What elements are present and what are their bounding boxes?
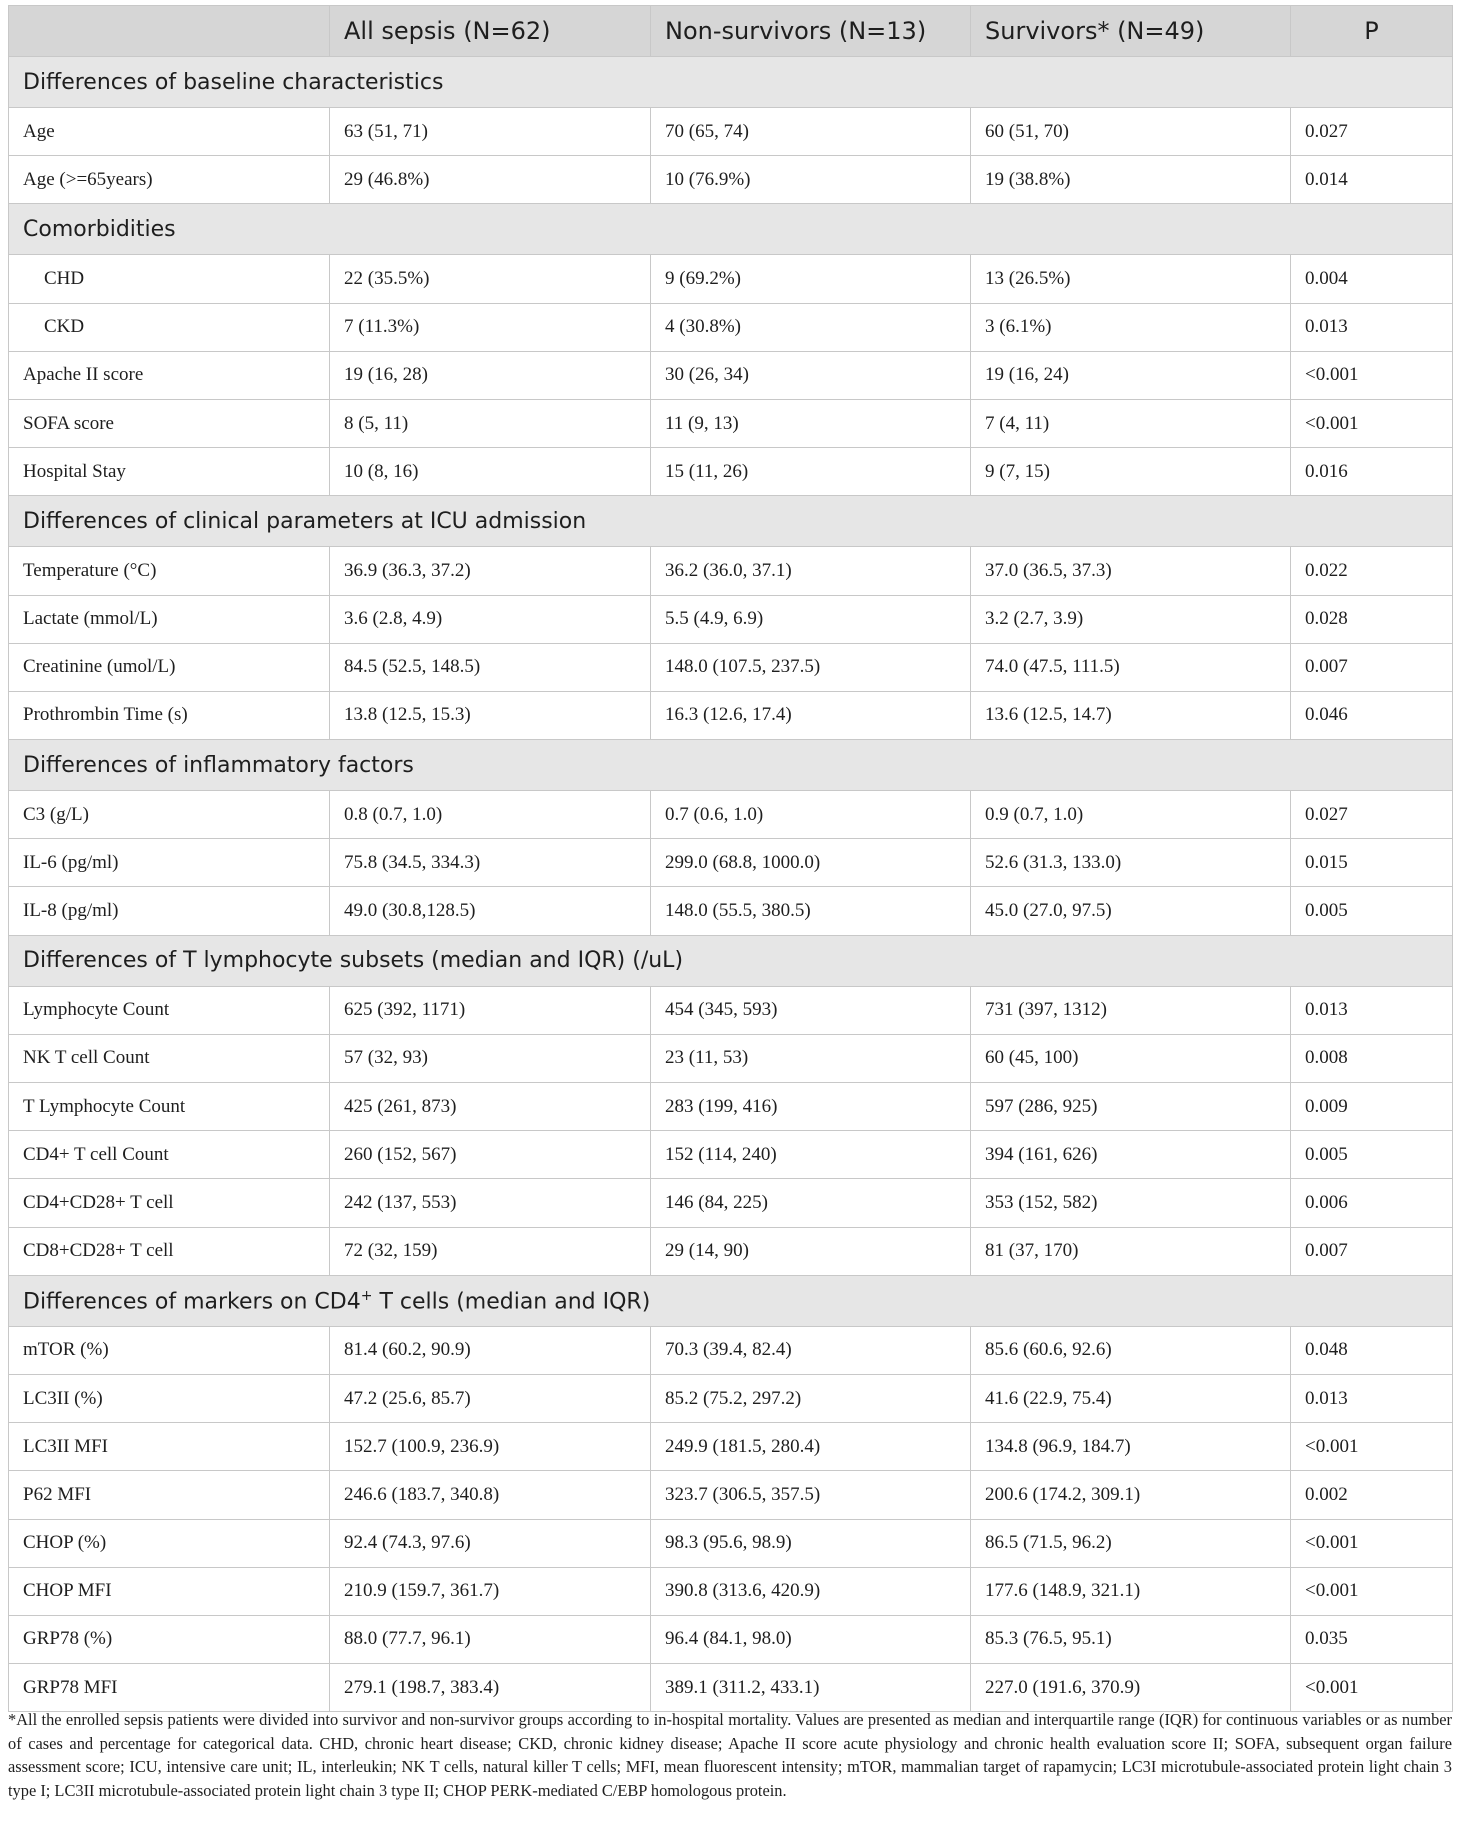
cell-all-sepsis: 81.4 (60.2, 90.9) <box>330 1326 651 1374</box>
section-title-superscript: + <box>360 1287 373 1304</box>
row-label: C3 (g/L) <box>9 791 330 839</box>
cell-non-survivors: 249.9 (181.5, 280.4) <box>651 1423 971 1471</box>
section-row <box>9 496 1453 547</box>
cell-non-survivors: 146 (84, 225) <box>651 1179 971 1227</box>
cell-all-sepsis: 22 (35.5%) <box>330 255 651 303</box>
cell-non-survivors: 148.0 (107.5, 237.5) <box>651 643 971 691</box>
table-body <box>9 57 1453 1712</box>
table-row <box>9 303 1453 351</box>
row-label: CKD <box>9 303 330 351</box>
table-row <box>9 691 1453 739</box>
cell-all-sepsis: 425 (261, 873) <box>330 1083 651 1131</box>
cell-p-value: 0.008 <box>1291 1034 1453 1082</box>
cell-all-sepsis: 279.1 (198.7, 383.4) <box>330 1664 651 1712</box>
section-title-text: Differences of clinical parameters at ICU admission <box>23 508 587 534</box>
section-title-text: Comorbidities <box>23 216 176 242</box>
table-row <box>9 839 1453 887</box>
cell-survivors: 85.3 (76.5, 95.1) <box>971 1615 1291 1663</box>
cell-all-sepsis: 10 (8, 16) <box>330 448 651 496</box>
cell-p-value: <0.001 <box>1291 351 1453 399</box>
table-row <box>9 1034 1453 1082</box>
cell-survivors: 3 (6.1%) <box>971 303 1291 351</box>
section-row <box>9 1275 1453 1326</box>
cell-p-value: 0.013 <box>1291 1374 1453 1422</box>
cell-non-survivors: 389.1 (311.2, 433.1) <box>651 1664 971 1712</box>
cell-all-sepsis: 242 (137, 553) <box>330 1179 651 1227</box>
cell-non-survivors: 5.5 (4.9, 6.9) <box>651 595 971 643</box>
cell-p-value: 0.046 <box>1291 691 1453 739</box>
cell-survivors: 45.0 (27.0, 97.5) <box>971 887 1291 935</box>
cell-p-value: 0.048 <box>1291 1326 1453 1374</box>
table-row <box>9 351 1453 399</box>
table-header <box>9 6 1453 57</box>
cell-all-sepsis: 210.9 (159.7, 361.7) <box>330 1567 651 1615</box>
row-label: LC3II MFI <box>9 1423 330 1471</box>
cell-all-sepsis: 152.7 (100.9, 236.9) <box>330 1423 651 1471</box>
row-label: Prothrombin Time (s) <box>9 691 330 739</box>
cell-all-sepsis: 92.4 (74.3, 97.6) <box>330 1519 651 1567</box>
cell-all-sepsis: 7 (11.3%) <box>330 303 651 351</box>
row-label: CD8+CD28+ T cell <box>9 1227 330 1275</box>
cell-all-sepsis: 19 (16, 28) <box>330 351 651 399</box>
table-row <box>9 1326 1453 1374</box>
table-row <box>9 1423 1453 1471</box>
cell-p-value: <0.001 <box>1291 1567 1453 1615</box>
cell-all-sepsis: 3.6 (2.8, 4.9) <box>330 595 651 643</box>
cell-p-value: 0.004 <box>1291 255 1453 303</box>
cell-p-value: 0.035 <box>1291 1615 1453 1663</box>
section-row <box>9 204 1453 255</box>
section-title <box>9 496 1453 547</box>
results-table <box>8 5 1453 1712</box>
cell-p-value: 0.013 <box>1291 303 1453 351</box>
cell-non-survivors: 283 (199, 416) <box>651 1083 971 1131</box>
row-label: Hospital Stay <box>9 448 330 496</box>
cell-all-sepsis: 8 (5, 11) <box>330 399 651 447</box>
cell-non-survivors: 0.7 (0.6, 1.0) <box>651 791 971 839</box>
cell-p-value: 0.007 <box>1291 1227 1453 1275</box>
cell-non-survivors: 23 (11, 53) <box>651 1034 971 1082</box>
cell-non-survivors: 70 (65, 74) <box>651 108 971 156</box>
cell-all-sepsis: 72 (32, 159) <box>330 1227 651 1275</box>
table-row <box>9 1519 1453 1567</box>
cell-survivors: 13.6 (12.5, 14.7) <box>971 691 1291 739</box>
section-title <box>9 204 1453 255</box>
cell-p-value: 0.014 <box>1291 156 1453 204</box>
table-row <box>9 547 1453 595</box>
cell-all-sepsis: 63 (51, 71) <box>330 108 651 156</box>
cell-survivors: 597 (286, 925) <box>971 1083 1291 1131</box>
cell-all-sepsis: 625 (392, 1171) <box>330 986 651 1034</box>
cell-survivors: 7 (4, 11) <box>971 399 1291 447</box>
row-label: IL-8 (pg/ml) <box>9 887 330 935</box>
cell-p-value: <0.001 <box>1291 1423 1453 1471</box>
cell-non-survivors: 454 (345, 593) <box>651 986 971 1034</box>
section-title-text: Differences of markers on CD4 <box>23 1288 361 1314</box>
cell-p-value: 0.006 <box>1291 1179 1453 1227</box>
row-label: GRP78 MFI <box>9 1664 330 1712</box>
cell-p-value: 0.005 <box>1291 1131 1453 1179</box>
table-row <box>9 399 1453 447</box>
row-label: Lymphocyte Count <box>9 986 330 1034</box>
row-label: SOFA score <box>9 399 330 447</box>
section-title-text: Differences of inflammatory factors <box>23 752 414 778</box>
table-row <box>9 887 1453 935</box>
row-label: Lactate (mmol/L) <box>9 595 330 643</box>
cell-survivors: 731 (397, 1312) <box>971 986 1291 1034</box>
section-title <box>9 57 1453 108</box>
cell-p-value: 0.027 <box>1291 791 1453 839</box>
cell-survivors: 37.0 (36.5, 37.3) <box>971 547 1291 595</box>
cell-survivors: 19 (16, 24) <box>971 351 1291 399</box>
cell-non-survivors: 16.3 (12.6, 17.4) <box>651 691 971 739</box>
cell-p-value: 0.013 <box>1291 986 1453 1034</box>
results-table-container <box>8 5 1452 1712</box>
cell-all-sepsis: 29 (46.8%) <box>330 156 651 204</box>
table-row <box>9 1567 1453 1615</box>
cell-all-sepsis: 57 (32, 93) <box>330 1034 651 1082</box>
cell-survivors: 200.6 (174.2, 309.1) <box>971 1471 1291 1519</box>
row-label: Age <box>9 108 330 156</box>
cell-all-sepsis: 49.0 (30.8,128.5) <box>330 887 651 935</box>
section-title <box>9 935 1453 986</box>
section-title-text: Differences of baseline characteristics <box>23 69 444 95</box>
row-label: CD4+CD28+ T cell <box>9 1179 330 1227</box>
cell-p-value: 0.002 <box>1291 1471 1453 1519</box>
cell-survivors: 394 (161, 626) <box>971 1131 1291 1179</box>
section-title-text: Differences of T lymphocyte subsets (median and IQR) (/uL) <box>23 948 684 974</box>
table-row <box>9 448 1453 496</box>
table-row <box>9 1471 1453 1519</box>
cell-non-survivors: 152 (114, 240) <box>651 1131 971 1179</box>
row-label: Creatinine (umol/L) <box>9 643 330 691</box>
table-row <box>9 1664 1453 1712</box>
row-label: Temperature (°C) <box>9 547 330 595</box>
row-label: CHD <box>9 255 330 303</box>
cell-survivors: 0.9 (0.7, 1.0) <box>971 791 1291 839</box>
cell-survivors: 85.6 (60.6, 92.6) <box>971 1326 1291 1374</box>
table-footnote: *All the enrolled sepsis patients were divided into survivor and non-survivor groups according to in-hospital mortality. Values are presented as median and interquartile range (IQR) for continuous variables or as number of cases and percentage for categorical data. CHD, chronic heart disease; CKD, chronic kidney disease; Apache II score acute physiology and chronic health evaluation score II; SOFA, subsequent organ failure assessment score; ICU, intensive care unit; IL, interleukin; NK T cells, natural killer T cells; MFI, mean fluorescent intensity; mTOR, mammalian target of rapamycin; LC3I microtubule-associated protein light chain 3 type I; LC3II microtubule-associated protein light chain 3 type II; CHOP PERK-mediated C/EBP homologous protein. <box>8 1710 1452 1800</box>
cell-p-value: 0.027 <box>1291 108 1453 156</box>
table-row <box>9 108 1453 156</box>
cell-survivors: 41.6 (22.9, 75.4) <box>971 1374 1291 1422</box>
cell-survivors: 13 (26.5%) <box>971 255 1291 303</box>
row-label: P62 MFI <box>9 1471 330 1519</box>
table-row <box>9 156 1453 204</box>
header-row <box>9 6 1453 57</box>
cell-survivors: 19 (38.8%) <box>971 156 1291 204</box>
table-row <box>9 1615 1453 1663</box>
cell-p-value: <0.001 <box>1291 1664 1453 1712</box>
table-row <box>9 255 1453 303</box>
table-row <box>9 1227 1453 1275</box>
cell-survivors: 3.2 (2.7, 3.9) <box>971 595 1291 643</box>
cell-p-value: <0.001 <box>1291 1519 1453 1567</box>
header-non-survivors: Non-survivors (N=13) <box>651 6 971 57</box>
cell-survivors: 9 (7, 15) <box>971 448 1291 496</box>
table-row <box>9 643 1453 691</box>
header-survivors: Survivors* (N=49) <box>971 6 1291 57</box>
cell-all-sepsis: 84.5 (52.5, 148.5) <box>330 643 651 691</box>
cell-p-value: 0.028 <box>1291 595 1453 643</box>
cell-non-survivors: 4 (30.8%) <box>651 303 971 351</box>
row-label: CHOP (%) <box>9 1519 330 1567</box>
header-all-sepsis: All sepsis (N=62) <box>330 6 651 57</box>
section-row <box>9 935 1453 986</box>
cell-non-survivors: 11 (9, 13) <box>651 399 971 447</box>
cell-non-survivors: 299.0 (68.8, 1000.0) <box>651 839 971 887</box>
table-row <box>9 1179 1453 1227</box>
cell-non-survivors: 9 (69.2%) <box>651 255 971 303</box>
cell-all-sepsis: 13.8 (12.5, 15.3) <box>330 691 651 739</box>
cell-survivors: 353 (152, 582) <box>971 1179 1291 1227</box>
section-row <box>9 57 1453 108</box>
row-label: CHOP MFI <box>9 1567 330 1615</box>
cell-non-survivors: 30 (26, 34) <box>651 351 971 399</box>
cell-non-survivors: 98.3 (95.6, 98.9) <box>651 1519 971 1567</box>
cell-survivors: 177.6 (148.9, 321.1) <box>971 1567 1291 1615</box>
row-label: LC3II (%) <box>9 1374 330 1422</box>
cell-non-survivors: 96.4 (84.1, 98.0) <box>651 1615 971 1663</box>
cell-all-sepsis: 0.8 (0.7, 1.0) <box>330 791 651 839</box>
row-label: CD4+ T cell Count <box>9 1131 330 1179</box>
table-row <box>9 1083 1453 1131</box>
cell-all-sepsis: 36.9 (36.3, 37.2) <box>330 547 651 595</box>
cell-non-survivors: 15 (11, 26) <box>651 448 971 496</box>
cell-non-survivors: 148.0 (55.5, 380.5) <box>651 887 971 935</box>
cell-survivors: 60 (51, 70) <box>971 108 1291 156</box>
section-title-text-rest: T cells (median and IQR) <box>372 1288 651 1314</box>
cell-non-survivors: 36.2 (36.0, 37.1) <box>651 547 971 595</box>
table-row <box>9 986 1453 1034</box>
cell-non-survivors: 10 (76.9%) <box>651 156 971 204</box>
cell-survivors: 134.8 (96.9, 184.7) <box>971 1423 1291 1471</box>
cell-survivors: 60 (45, 100) <box>971 1034 1291 1082</box>
cell-p-value: 0.005 <box>1291 887 1453 935</box>
cell-all-sepsis: 246.6 (183.7, 340.8) <box>330 1471 651 1519</box>
cell-survivors: 227.0 (191.6, 370.9) <box>971 1664 1291 1712</box>
section-row <box>9 740 1453 791</box>
cell-non-survivors: 70.3 (39.4, 82.4) <box>651 1326 971 1374</box>
cell-survivors: 74.0 (47.5, 111.5) <box>971 643 1291 691</box>
row-label: Age (>=65years) <box>9 156 330 204</box>
cell-p-value: 0.009 <box>1291 1083 1453 1131</box>
table-row <box>9 1374 1453 1422</box>
section-title <box>9 1275 1453 1326</box>
section-title <box>9 740 1453 791</box>
cell-survivors: 86.5 (71.5, 96.2) <box>971 1519 1291 1567</box>
cell-all-sepsis: 75.8 (34.5, 334.3) <box>330 839 651 887</box>
cell-p-value: 0.015 <box>1291 839 1453 887</box>
header-variable <box>9 6 330 57</box>
row-label: mTOR (%) <box>9 1326 330 1374</box>
table-row <box>9 791 1453 839</box>
row-label: GRP78 (%) <box>9 1615 330 1663</box>
cell-all-sepsis: 47.2 (25.6, 85.7) <box>330 1374 651 1422</box>
cell-p-value: 0.022 <box>1291 547 1453 595</box>
cell-non-survivors: 390.8 (313.6, 420.9) <box>651 1567 971 1615</box>
cell-all-sepsis: 260 (152, 567) <box>330 1131 651 1179</box>
row-label: Apache II score <box>9 351 330 399</box>
cell-non-survivors: 323.7 (306.5, 357.5) <box>651 1471 971 1519</box>
cell-p-value: 0.007 <box>1291 643 1453 691</box>
cell-p-value: 0.016 <box>1291 448 1453 496</box>
cell-non-survivors: 85.2 (75.2, 297.2) <box>651 1374 971 1422</box>
row-label: T Lymphocyte Count <box>9 1083 330 1131</box>
cell-p-value: <0.001 <box>1291 399 1453 447</box>
cell-survivors: 81 (37, 170) <box>971 1227 1291 1275</box>
cell-survivors: 52.6 (31.3, 133.0) <box>971 839 1291 887</box>
row-label: IL-6 (pg/ml) <box>9 839 330 887</box>
row-label: NK T cell Count <box>9 1034 330 1082</box>
cell-all-sepsis: 88.0 (77.7, 96.1) <box>330 1615 651 1663</box>
cell-non-survivors: 29 (14, 90) <box>651 1227 971 1275</box>
table-row <box>9 1131 1453 1179</box>
table-row <box>9 595 1453 643</box>
header-p-value: P <box>1291 6 1453 57</box>
